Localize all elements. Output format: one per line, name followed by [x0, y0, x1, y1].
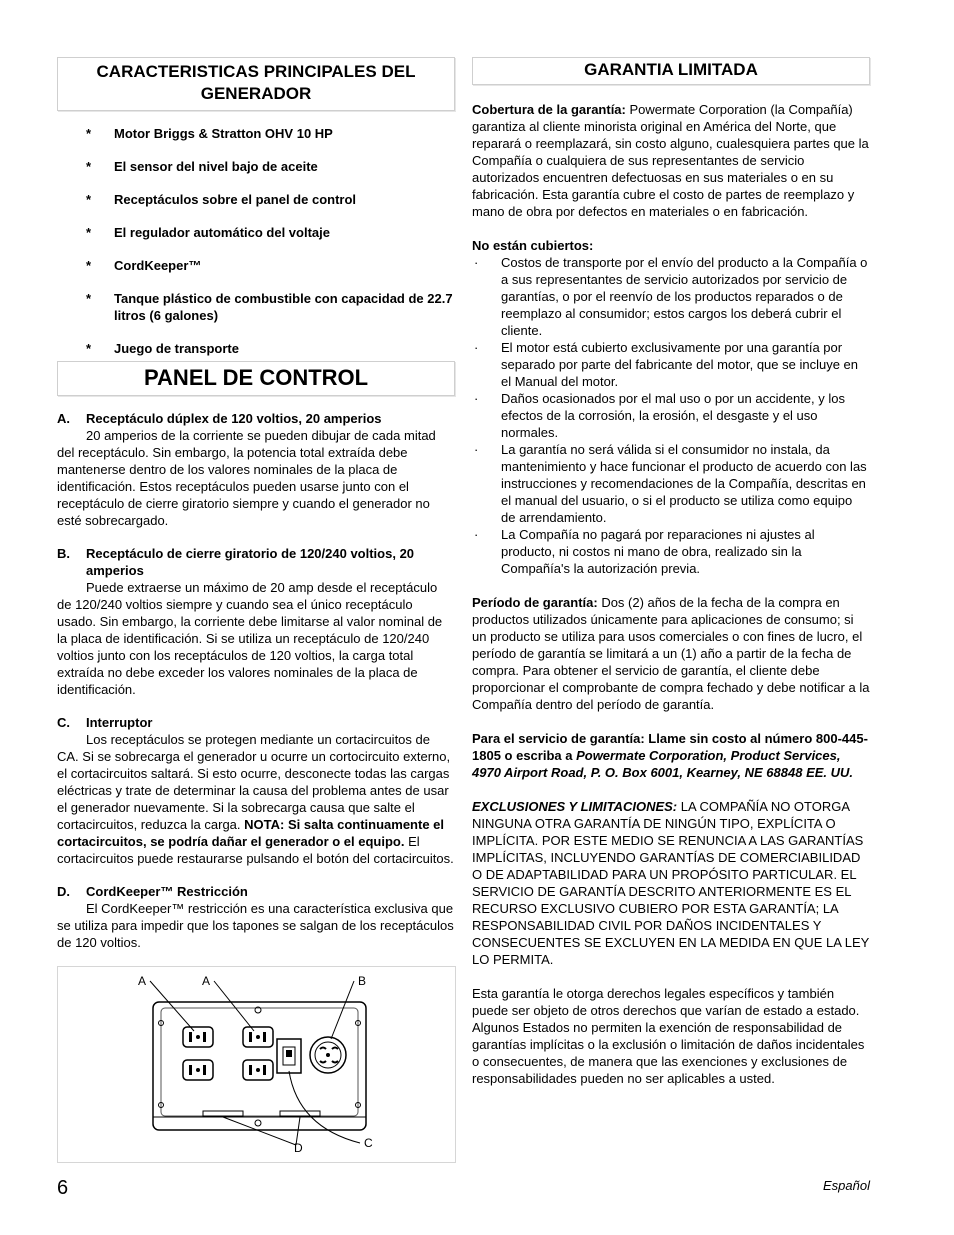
list-item-text: Daños ocasionados por el mal uso o por un accidente, y los efectos de la corrosión, la erosión, el desgaste y el uso normales. [501, 391, 845, 440]
right-column [472, 57, 870, 1104]
feature-text: El sensor del nivel bajo de aceite [114, 159, 318, 174]
list-item-text: La garantía no será válida si el consumidor no instala, da mantenimiento y hace funcionar el producto de acuerdo con las instrucciones y recomendaciones de la Compañía, descritas en el manual del usuario, o si el producto se utiliza como equipo de arrendamiento. [501, 442, 867, 525]
list-item [472, 339, 870, 390]
list-item-text: Costos de transporte por el envío del producto a la Compañía o a sus representantes de servicio autorizados por servicio de garantías, o por el reenvío de los productos reparados o de reemplazo al consumidor; estos cargos los deberá cubrir el cliente. [501, 255, 868, 338]
figure-label-a: A [138, 974, 147, 988]
features-list [57, 125, 455, 357]
feature-text: Motor Briggs & Stratton OHV 10 HP [114, 126, 333, 141]
figure-label-b: B [358, 974, 367, 988]
bullet-asterisk: * [86, 291, 92, 306]
list-item-text: El motor está cubierto exclusivamente por una garantía por separado por parte del fabricante del motor, que se incluye en el Manual del motor. [501, 340, 859, 389]
section-b [57, 545, 455, 698]
bullet-dot: · [474, 391, 479, 406]
duplex-outlet-icon [243, 1060, 273, 1080]
duplex-outlet-icon [183, 1060, 213, 1080]
section-text: Los receptáculos se protegen mediante un cortacircuitos de CA. Si se sobrecarga el generador u ocurre un cortocircuito externo, el cortacircuitos saltará. Si esto ocurre, desconecte todas las cargas eléctricas y trate de determinar la causa del problema antes de usar el generador nuevamente. Si la sobrecarga causa que salte el cortacircuitos, reduzca la carga. [57, 732, 451, 832]
control-panel-figure [57, 966, 456, 1163]
feature-item [57, 224, 455, 241]
not-covered-heading: No están cubiertos: [472, 238, 594, 253]
period-heading: Período de garantía: [472, 595, 598, 610]
bullet-asterisk: * [86, 225, 92, 240]
section-body [57, 579, 455, 698]
feature-text: CordKeeper™ [114, 258, 202, 273]
section-heading [57, 410, 455, 427]
section-c [57, 714, 455, 867]
rights-paragraph: Esta garantía le otorga derechos legales específicos y también puede ser objeto de otros derechos que varían de estado a estado. Algunos Estados no permiten la exención de responsabilidad de garantías implícitas o la exclusión o limitación de daños incidentales o consecuentes, de manera que las exenciones y exclusiones de responsabilidades pueden no ser aplicables a usted. [472, 986, 865, 1086]
list-item-text: La Compañía no pagará por reparaciones ni ajustes al producto, ni costos ni mano de obra, realizado sin la Compañía's la autorización previa. [501, 527, 815, 576]
feature-item [57, 340, 455, 357]
section-paragraph: El CordKeeper™ restricción es una característica exclusiva que se utiliza para impedir que los tapones se salgan de los receptáculos de 120 voltios. [57, 901, 454, 950]
list-item [472, 390, 870, 441]
bullet-dot: · [474, 340, 479, 355]
section-after-note: El cortacircuitos puede restaurarse pulsando el botón del cortacircuitos. [57, 834, 454, 866]
exclusions-heading: EXCLUSIONES Y LIMITACIONES: [472, 799, 678, 814]
section-heading-text: Interruptor [86, 715, 153, 730]
section-heading-text: CordKeeper™ Restricción [86, 884, 248, 899]
section-letter: A. [57, 411, 70, 426]
feature-text: Tanque plástico de combustible con capacidad de 22.7 litros (6 galones) [114, 291, 453, 323]
bullet-asterisk: * [86, 341, 92, 356]
feature-item [57, 257, 455, 274]
circuit-breaker-icon [277, 1039, 301, 1073]
figure-label-d: D [294, 1141, 303, 1155]
duplex-outlet-icon [243, 1027, 273, 1047]
feature-text: El regulador automático del voltaje [114, 225, 330, 240]
list-item [472, 526, 870, 577]
section-heading [57, 714, 455, 731]
exclusions-paragraph [472, 798, 870, 968]
left-column [57, 57, 455, 951]
bullet-asterisk: * [86, 258, 92, 273]
list-item [472, 441, 870, 526]
section-letter: D. [57, 884, 70, 899]
section-paragraph: Puede extraerse un máximo de 20 amp desde el receptáculo de 120/240 voltios siempre y cuando sea el único receptáculo usado. Sin embargo, la corriente debe limitarse al valor nominal de la placa de identificación. Si se utiliza un receptáculo de 120/240 voltios junto con los receptáculos de 120 voltios, la carga total extraída no debe exceder los valores nominales de la placa de identificación. [57, 580, 443, 697]
section-heading-text: Receptáculo de cierre giratorio de 120/240 voltios, 20 amperios [86, 546, 415, 578]
feature-item [57, 158, 455, 175]
figure-label-a: A [202, 974, 211, 988]
bullet-dot: · [474, 442, 479, 457]
section-paragraph [57, 731, 455, 867]
service-address: Powermate Corporation, Product Services, 4970 Airport Road, P. O. Box 6001, Kearney, NE 68848 EE. UU. [472, 748, 854, 780]
feature-text: Receptáculos sobre el panel de control [114, 192, 357, 207]
section-paragraph: 20 amperios de la corriente se pueden dibujar de cada mitad del receptáculo. Sin embargo, la potencia total extraída debe mantenerse dentro de los valores nominales de la placa de identificación. Estos receptáculos pueden usarse junto con el receptáculo de cierre giratorio siempre y cuando el generador no esté sobrecargado. [57, 428, 436, 528]
exclusions-text: LA COMPAÑÍA NO OTORGA NINGUNA OTRA GARANTÍA DE NINGÚN TIPO, EXPLÍCITA O IMPLÍCITA. POR ESTE MEDIO SE RENUNCIA A LAS GARANTÍAS IMPLÍCITAS, INCLUYENDO GARANTÍAS DE COMERCIABILIDAD O DE ADAPTABILIDAD PARA UN PROPÓSITO PARTICULAR. EL SERVICIO DE GARANTÍA DESCRITO ANTERIORMENTE ES EL RECURSO EXCLUSIVO CUBIERO POR ESTA GARANTÍA; LA RESPONSABILIDAD CIVIL POR DAÑOS INCIDENTALES Y CONSECUENTES SE EXCLUYEN EN LA MEDIDA EN QUE LA LEY LO PERMITA. [472, 799, 870, 967]
section-a [57, 410, 455, 529]
bullet-dot: · [474, 527, 479, 542]
section-body [57, 427, 455, 529]
service-text: Para el servicio de garantía: Llame sin costo al número 800-445-1805 o escriba a [472, 731, 868, 763]
twist-lock-receptacle-icon [310, 1037, 346, 1073]
control-panel-illustration [58, 967, 455, 1162]
coverage-text: Powermate Corporation (la Compañía) garantiza al cliente minorista original en América del Norte, que reparará o reemplazará, sin costo alguno, cualesquiera partes que la Compañía o cualquiera de sus representantes de servicio autorizados encuentren defectuosas en sus materiales o en su fabricación. Esta garantía cubre el costo de partes de reemplazo y mano de obra por defectos en materiales o en fabricación. [472, 102, 869, 219]
page-number: 6 [57, 1177, 69, 1199]
feature-text: Juego de transporte [114, 341, 239, 356]
section-body [57, 731, 455, 867]
section-letter: B. [57, 546, 70, 561]
bullet-asterisk: * [86, 126, 92, 141]
bullet-dot: · [474, 255, 479, 270]
feature-item [57, 125, 455, 142]
section-d [57, 883, 455, 951]
section-heading [57, 883, 455, 900]
section-body [57, 900, 455, 951]
not-covered-list [472, 254, 870, 577]
section-heading-text: Receptáculo dúplex de 120 voltios, 20 amperios [86, 411, 382, 426]
feature-item [57, 191, 455, 208]
service-paragraph [472, 730, 870, 781]
bullet-asterisk: * [86, 192, 92, 207]
features-title: CARACTERISTICAS PRINCIPALES DEL GENERADOR [57, 57, 455, 111]
section-heading [57, 545, 455, 579]
section-letter: C. [57, 715, 70, 730]
feature-item [57, 290, 455, 324]
coverage-heading: Cobertura de la garantía: [472, 102, 626, 117]
period-text: Dos (2) años de la fecha de la compra en productos utilizados únicamente para aplicaciones de consumo; si un producto se utiliza para usos comerciales o con fines de lucro, el período de garantía se limitará a un (1) año a partir de la fecha de compra. Para obtener el servicio de garantía, el cliente debe proporcionar el comprobante de compra fechado y debe notificar a la Compañía dentro del período de garantía. [472, 595, 870, 712]
section-note: NOTA: Si salta continuamente el cortacircuitos, se podría dañar el generador o el equipo. [57, 817, 445, 849]
bullet-asterisk: * [86, 159, 92, 174]
footer-language: Español [823, 1178, 870, 1193]
panel-title: PANEL DE CONTROL [57, 361, 455, 396]
coverage-paragraph [472, 101, 870, 220]
period-paragraph [472, 594, 870, 713]
duplex-outlet-icon [183, 1027, 213, 1047]
warranty-title: GARANTIA LIMITADA [472, 57, 870, 85]
list-item [472, 254, 870, 339]
figure-label-c: C [364, 1136, 373, 1150]
